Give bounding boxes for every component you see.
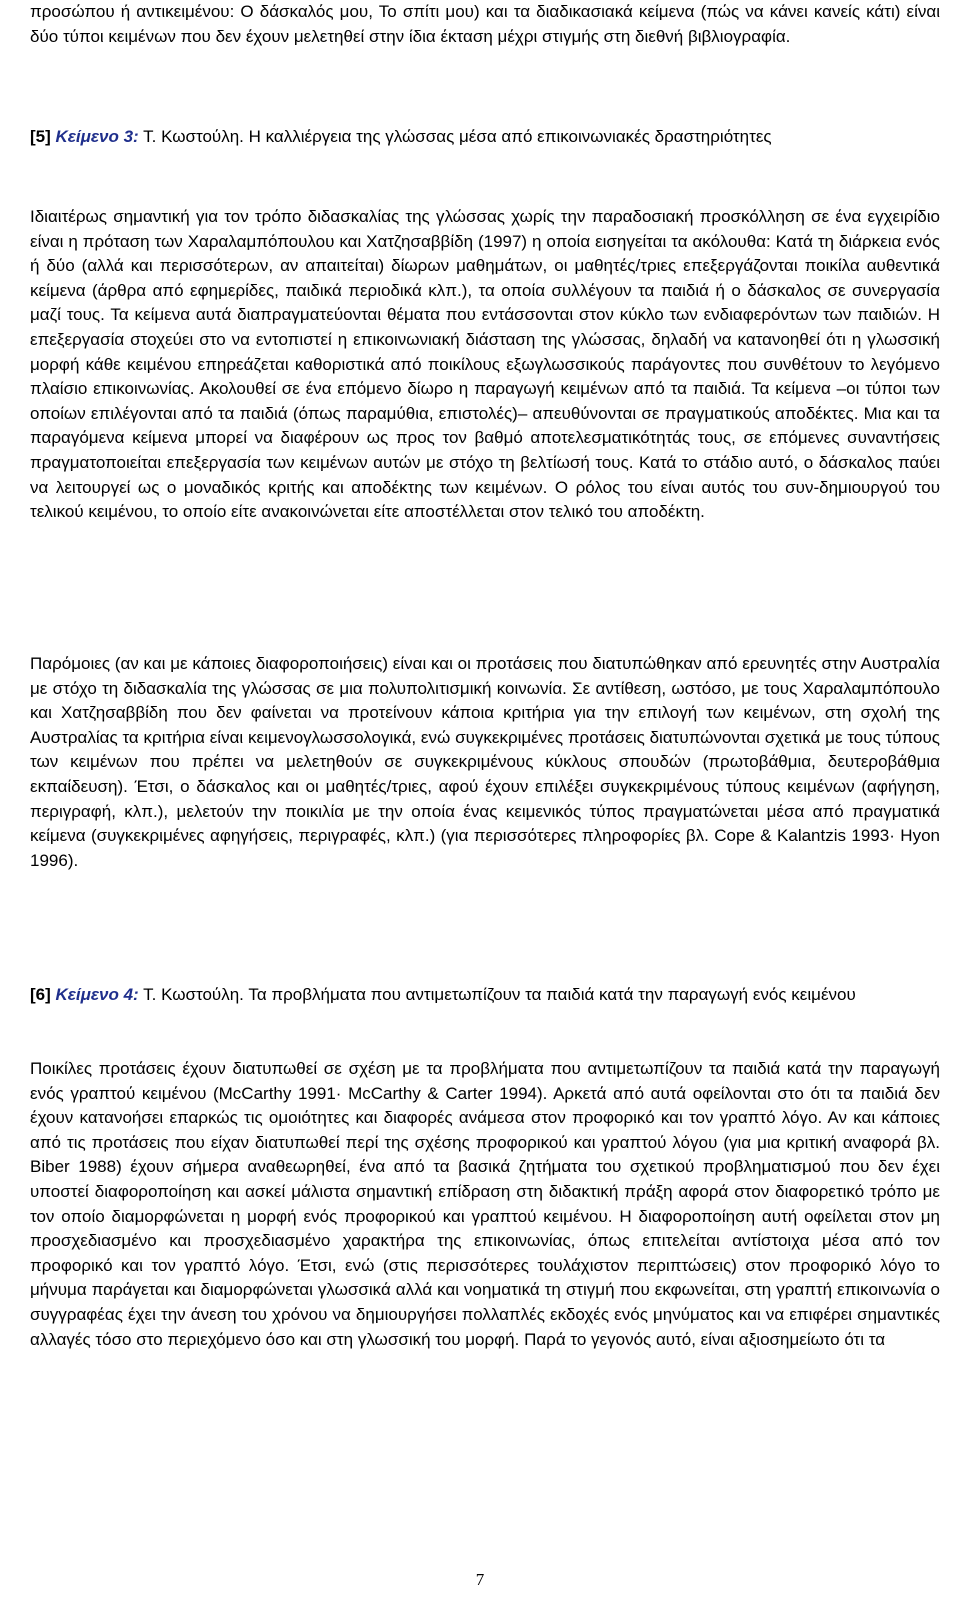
section-title: Τ. Κωστούλη. Η καλλιέργεια της γλώσσας μέσα από επικοινωνιακές δραστηριότητες	[143, 127, 772, 146]
text-label: Κείμενο 3:	[55, 127, 139, 146]
section-number: [5]	[30, 127, 51, 146]
section-heading-5	[30, 125, 940, 150]
text-label: Κείμενο 4:	[55, 985, 139, 1004]
section-6-paragraph-1: Ποικίλες προτάσεις έχουν διατυπωθεί σε σχέση με τα προβλήματα που αντιμετωπίζουν τα παιδιά κατά την παραγωγή ενός γραπτού κειμένου (McCarthy 1991· McCarthy & Carter 1994). Αρκετά από αυτά οφείλονται στο ότι τα παιδιά δεν έχουν κατανοήσει επαρκώς τις ομοιότητες και διαφορές ανάμεσα στον προφορικό και τον γραπτό λόγο. Αν και κάποιες από τις προτάσεις που είχαν διατυπωθεί περί της σχέσης προφορικού και γραπτού λόγου (για μια κριτική αναφορά βλ. Biber 1988) έχουν σήμερα αναθεωρηθεί, ένα από τα βασικά ζητήματα του σχετικού προβληματισμού που δεν έχει υποστεί διαφοροποίηση και ασκεί μάλιστα σημαντική επίδραση στη διδακτική πράξη αφορά στον διαφορετικό τρόπο με τον οποίο διαμορφώνεται η μορφή ενός προφορικού και γραπτού κειμένου. Η διαφοροποίηση αυτή οφείλεται στον μη προσχεδιασμένο και προσχεδιασμένο χαρακτήρα της επικοινωνίας, όπως επιτελείται αντίστοιχα μέσα από τον προφορικό και τον γραπτό λόγο. Έτσι, ενώ (στις περισσότερες τουλάχιστον περιπτώσεις) στον προφορικό λόγο το μήνυμα παράγεται και διαμορφώνεται γλωσσικά αλλά και νοηματικά τη στιγμή που εκφωνείται, στη γραπτή επικοινωνία ο συγγραφέας έχει την άνεση του χρόνου να δημιουργήσει πολλαπλές εκδοχές ενός μηνύματος και να επιφέρει σημαντικές αλλαγές τόσο στο περιεχόμενο όσο και στη γλωσσική του μορφή. Παρά το γεγονός αυτό, είναι αξιοσημείωτο ότι τα	[30, 1059, 940, 1349]
section-5-paragraph-2: Παρόμοιες (αν και με κάποιες διαφοροποιήσεις) είναι και οι προτάσεις που διατυπώθηκαν από ερευνητές στην Αυστραλία με στόχο τη διδασκαλία της γλώσσας σε μια πολυπολιτισμική κοινωνία. Σε αντίθεση, ωστόσο, με τους Χαραλαμπόπουλο και Χατζησαββίδη που δεν φαίνεται να προτείνουν κάποια κριτήρια για την επιλογή των κειμένων, στη σχολή της Αυστραλίας τα κριτήρια είναι κειμενογλωσσολογικά, ενώ συγκεκριμένες προτάσεις διατυπώνονται σχετικά με τους τύπους των κειμένων που πρέπει να μελετηθούν σε συγκεκριμένους κύκλους σπουδών (πρωτοβάθμια, δευτεροβάθμια εκπαίδευση). Έτσι, ο δάσκαλος και οι μαθητές/τριες, αφού έχουν επιλέξει συγκεκριμένους τύπους κειμένων (αφήγηση, περιγραφή, κλπ.), μελετούν την ποικιλία με την οποία ένας κειμενικός τύπος πραγματώνεται μέσα από πραγματικά κείμενα (συγκεκριμένες αφηγήσεις, περιγραφές, κλπ.) (για περισσότερες πληροφορίες βλ. Cope & Kalantzis 1993· Hyon 1996).	[30, 654, 940, 870]
section-title: Τ. Κωστούλη. Τα προβλήματα που αντιμετωπίζουν τα παιδιά κατά την παραγωγή ενός κειμένου	[143, 985, 856, 1004]
section-5-paragraph-1: Ιδιαιτέρως σημαντική για τον τρόπο διδασκαλίας της γλώσσας χωρίς την παραδοσιακή προσκόλληση σε ένα εγχειρίδιο είναι η πρόταση των Χαραλαμπόπουλου και Χατζησαββίδη (1997) η οποία εισηγείται τα ακόλουθα: Κατά τη διάρκεια ενός ή δύο (αλλά και περισσότερων, αν απαιτείται) δίωρων μαθημάτων, οι μαθητές/τριες επεξεργάζονται ποικίλα αυθεντικά κείμενα (άρθρα από εφημερίδες, παιδικά περιοδικά κλπ.), τα οποία συλλέγουν τα παιδιά ή ο δάσκαλος σε συνεργασία μαζί τους. Τα κείμενα αυτά διαπραγματεύονται θέματα που εντάσσονται στον κύκλο των ενδιαφερόντων των παιδιών. Η επεξεργασία στοχεύει στο να εντοπιστεί η επικοινωνιακή διάσταση της γλώσσας, δηλαδή να κατανοηθεί ότι η γλωσσική μορφή κάθε κειμένου επηρεάζεται καθοριστικά από ποικίλους εξωγλωσσικούς παράγοντες που συνθέτουν το λεγόμενο πλαίσιο επικοινωνίας. Ακολουθεί σε ένα επόμενο δίωρο η παραγωγή κειμένων από τα παιδιά. Τα κείμενα –οι τύποι των οποίων επιλέγονται από τα παιδιά (όπως παραμύθια, επιστολές)– απευθύνονται σε πραγματικούς αποδέκτες. Μια και τα παραγόμενα κείμενα μπορεί να διαφέρουν ως προς τον βαθμό αποτελεσματικότητάς τους, σε επόμενες συναντήσεις πραγματοποιείται επεξεργασία των κειμένων αυτών με στόχο τη βελτίωσή τους. Κατά το στάδιο αυτό, ο δάσκαλος παύει να λειτουργεί ως ο μοναδικός κριτής και αποδέκτης των κειμένων. Ο ρόλος του είναι αυτός του συν-δημιουργού του τελικού κειμένου, το οποίο είτε ανακοινώνεται είτε αποστέλλεται στον τελικό του αποδέκτη.	[30, 207, 940, 522]
intro-paragraph: προσώπου ή αντικειμένου: Ο δάσκαλός μου, Το σπίτι μου) και τα διαδικασιακά κείμενα (πώς να κάνει κανείς κάτι) είναι δύο τύποι κειμένων που δεν έχουν μελετηθεί στην ίδια έκταση μέχρι στιγμής στη διεθνή βιβλιογραφία.	[30, 2, 940, 46]
document-page	[30, 0, 940, 1349]
section-heading-6	[30, 983, 940, 1008]
section-number: [6]	[30, 985, 51, 1004]
page-number: 7	[475, 1570, 485, 1589]
